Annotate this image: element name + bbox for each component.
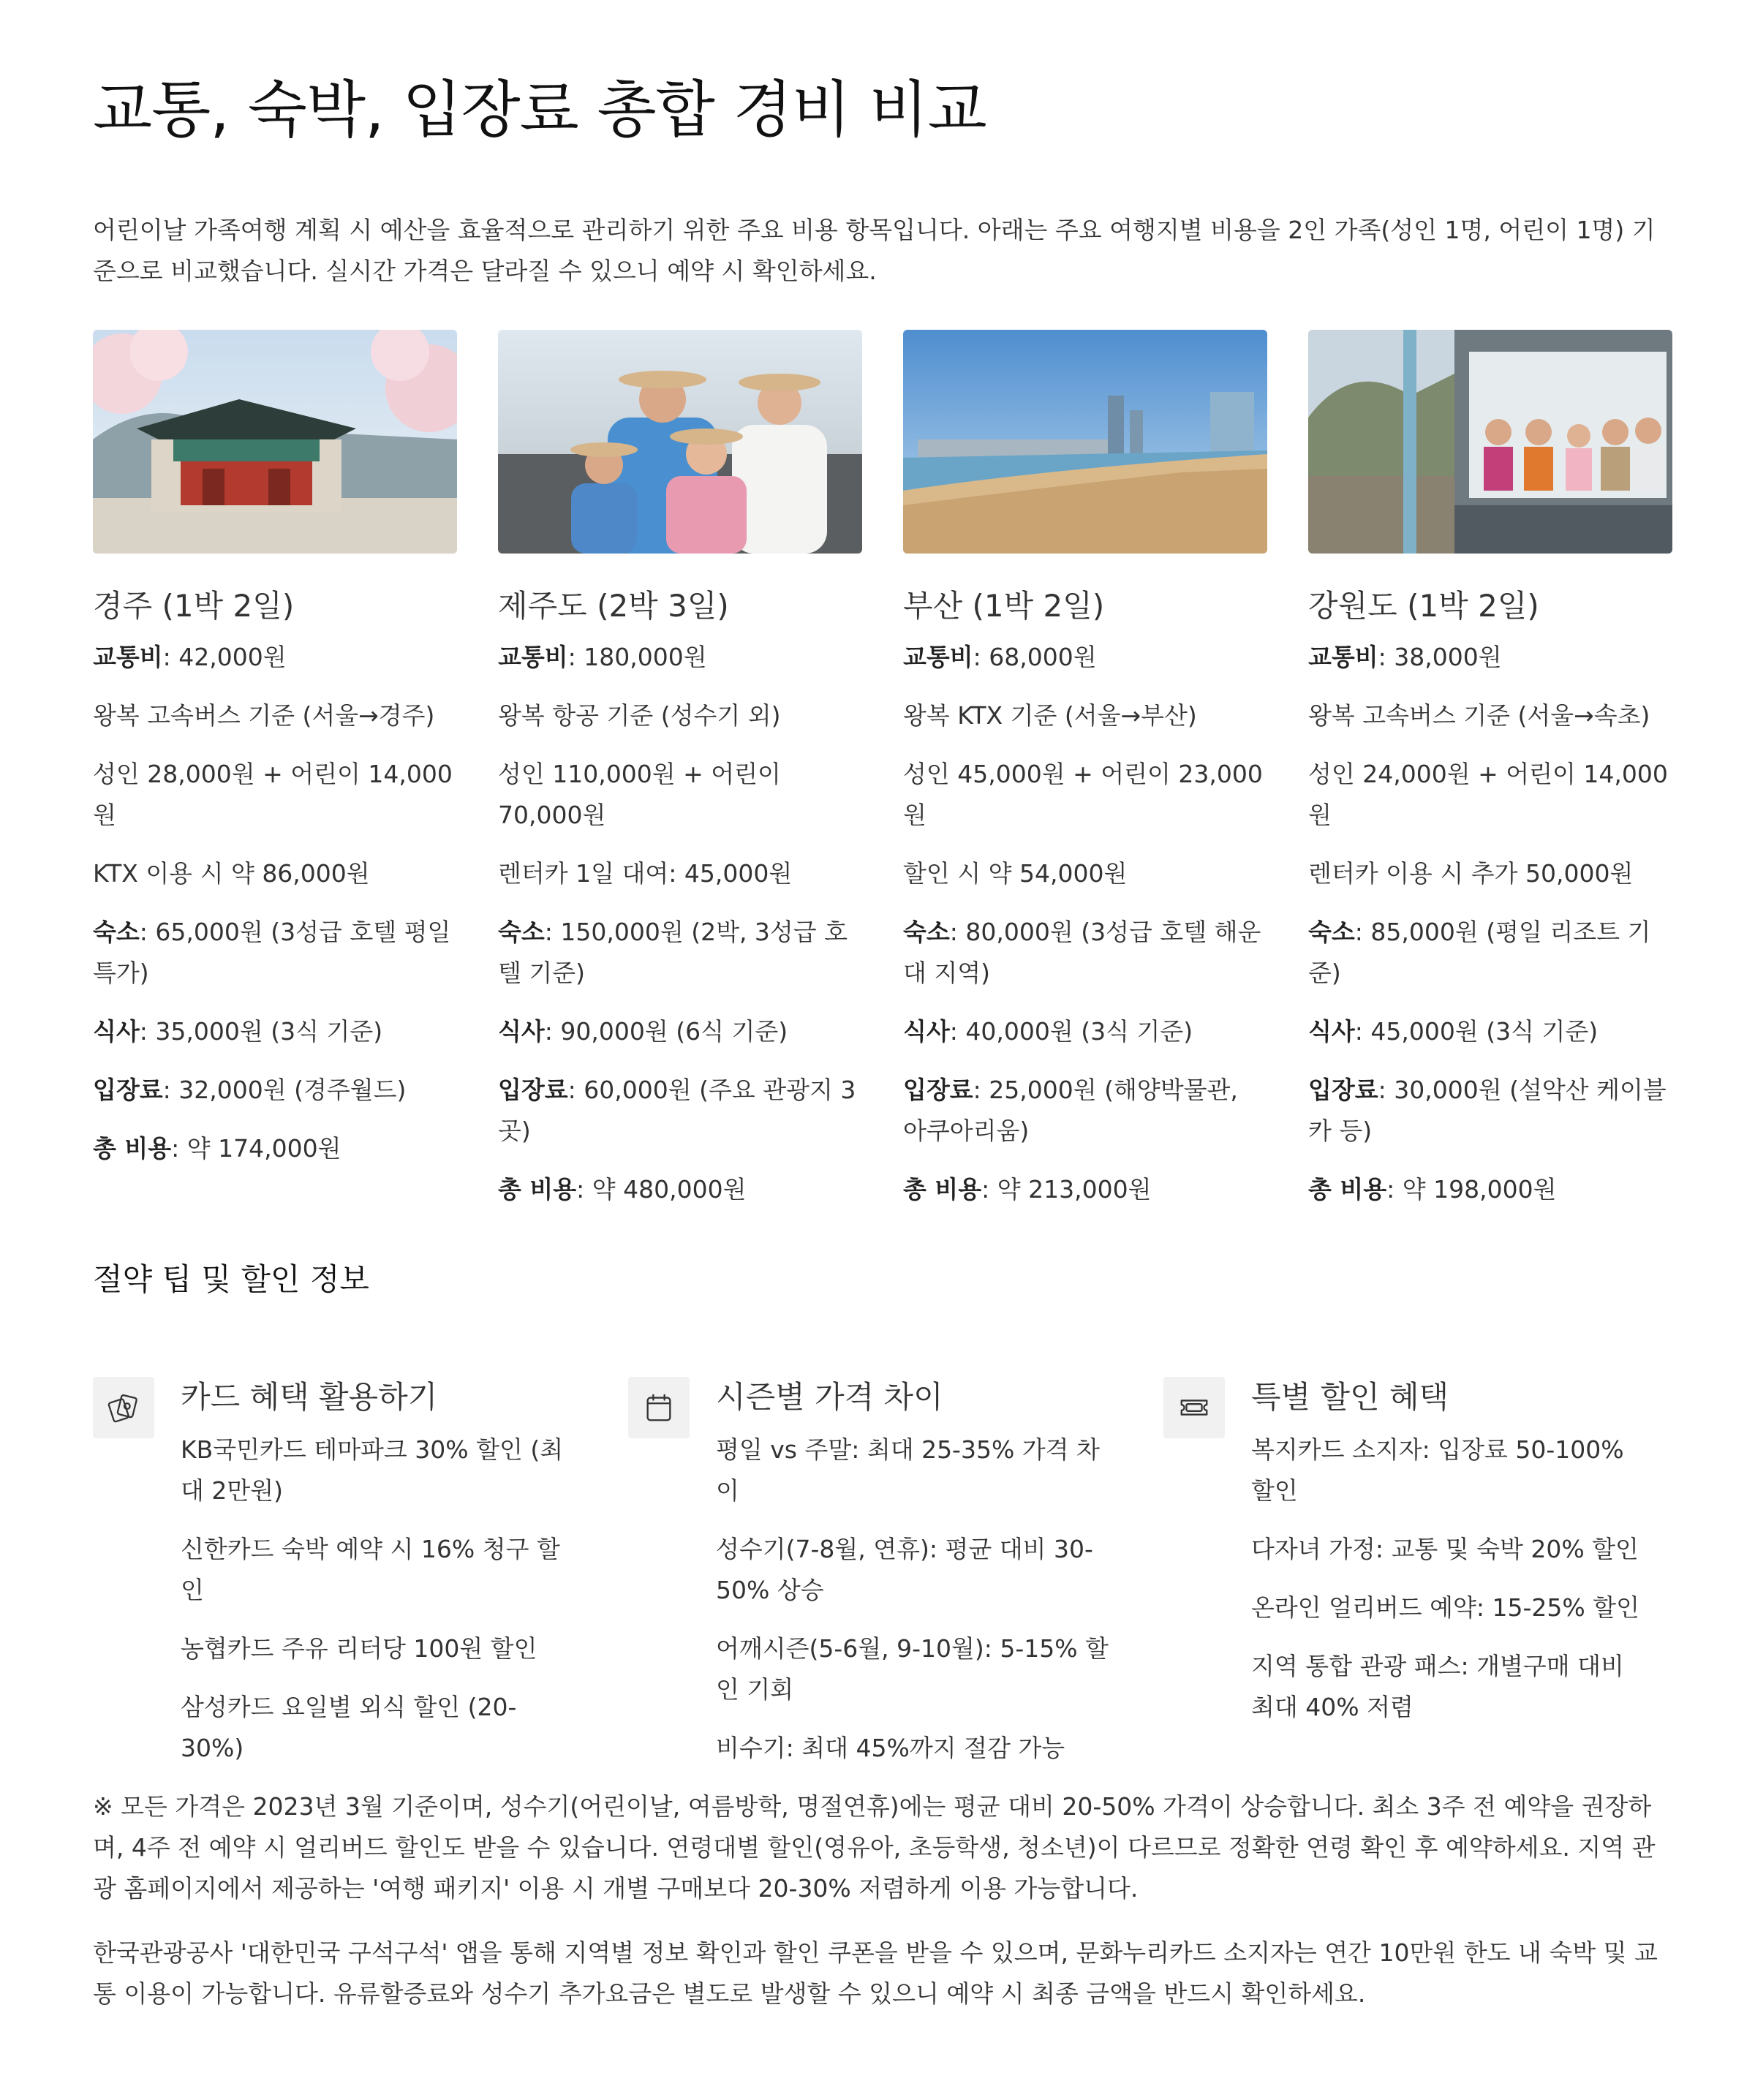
- transport-detail: 왕복 KTX 기준 (서울→부산): [903, 700, 1197, 730]
- meal-cost: 식사: 90,000원 (6식 기준): [498, 1016, 788, 1046]
- total-cost: 총 비용: 약 174,000원: [93, 1133, 341, 1163]
- total-cost: 총 비용: 약 480,000원: [498, 1174, 747, 1204]
- tip-item: 평일 vs 주말: 최대 25-35% 가격 차이: [716, 1435, 1100, 1505]
- tip-title: 특별 할인 혜택: [1251, 1378, 1449, 1415]
- transport-detail: 렌터카 이용 시 추가 50,000원: [1308, 858, 1634, 888]
- destination-title: 강원도 (1박 2일): [1308, 587, 1539, 624]
- transport-cost: 교통비: 42,000원: [93, 642, 287, 671]
- tip-item: 신한카드 숙박 예약 시 16% 청구 할인: [181, 1534, 560, 1604]
- total-cost: 총 비용: 약 198,000원: [1308, 1174, 1557, 1204]
- transport-detail: 왕복 항공 기준 (성수기 외): [498, 700, 781, 730]
- transport-detail: 성인 28,000원 + 어린이 14,000원: [93, 759, 453, 829]
- tip-item: 삼성카드 요일별 외식 할인 (20-30%): [181, 1692, 517, 1762]
- cards-icon: [93, 1377, 154, 1438]
- transport-cost: 교통비: 68,000원: [903, 642, 1097, 671]
- destination-title: 경주 (1박 2일): [93, 587, 295, 624]
- transport-cost: 교통비: 38,000원: [1308, 642, 1502, 671]
- transport-detail: 왕복 고속버스 기준 (서울→경주): [93, 700, 435, 730]
- admission-cost: 입장료: 32,000원 (경주월드): [93, 1075, 407, 1104]
- admission-cost: 입장료: 60,000원 (주요 관광지 3곳): [498, 1075, 856, 1145]
- lodging-cost: 숙소: 150,000원 (2박, 3성급 호텔 기준): [498, 917, 848, 987]
- tip-item: 다자녀 가정: 교통 및 숙박 20% 할인: [1251, 1534, 1639, 1563]
- tip-item: 농협카드 주유 리터당 100원 할인: [181, 1633, 537, 1663]
- tip-item: 비수기: 최대 45%까지 절감 가능: [716, 1733, 1065, 1762]
- destination-card-jeju: [498, 330, 862, 1228]
- destination-title: 부산 (1박 2일): [903, 587, 1105, 624]
- tip-special-discounts: [1163, 1377, 1649, 1786]
- transport-detail: 왕복 고속버스 기준 (서울→속초): [1308, 700, 1650, 730]
- tips-section-title: 절약 팁 및 할인 정보: [93, 1261, 369, 1297]
- calendar-icon: [628, 1377, 690, 1438]
- page-title: 교통, 숙박, 입장료 총합 경비 비교: [93, 74, 986, 146]
- tip-item: 어깨시즌(5-6월, 9-10월): 5-15% 할인 기회: [716, 1633, 1109, 1704]
- app-note: 한국관광공사 '대한민국 구석구석' 앱을 통해 지역별 정보 확인과 할인 쿠폰을 받을 수 있으며, 문화누리카드 소지자는 연간 10만원 한도 내 숙박 및 교통 이용이 가능합니다. 유류할증료와 성수기 추가요금은 별도로 발생할 수 있으니 예약 시 최종 금액을 반드시 확인하세요.: [93, 1938, 1658, 2008]
- transport-detail: 할인 시 약 54,000원: [903, 858, 1128, 888]
- lodging-cost: 숙소: 65,000원 (3성급 호텔 평일 특가): [93, 917, 451, 987]
- tips-section: [93, 1377, 1662, 1786]
- jeju-family-image: [498, 330, 862, 554]
- lodging-cost: 숙소: 80,000원 (3성급 호텔 해운대 지역): [903, 917, 1261, 987]
- tip-item: 성수기(7-8월, 연휴): 평균 대비 30-50% 상승: [716, 1534, 1093, 1604]
- tip-seasonal-prices: [628, 1377, 1114, 1786]
- transport-detail: 성인 24,000원 + 어린이 14,000원: [1308, 759, 1668, 829]
- destination-cards: [93, 330, 1668, 1228]
- intro-paragraph: 어린이날 가족여행 계획 시 예산을 효율적으로 관리하기 위한 주요 비용 항목입니다. 아래는 주요 여행지별 비용을 2인 가족(성인 1명, 어린이 1명) 기준으로 비교했습니다. 실시간 가격은 달라질 수 있으니 예약 시 확인하세요.: [93, 215, 1656, 285]
- transport-cost: 교통비: 180,000원: [498, 642, 707, 671]
- transport-detail: 성인 45,000원 + 어린이 23,000원: [903, 759, 1263, 829]
- lodging-cost: 숙소: 85,000원 (평일 리조트 기준): [1308, 917, 1651, 987]
- meal-cost: 식사: 35,000원 (3식 기준): [93, 1016, 383, 1046]
- tip-item: 복지카드 소지자: 입장료 50-100% 할인: [1251, 1435, 1624, 1505]
- tip-item: 지역 통합 관광 패스: 개별구매 대비 최대 40% 저렴: [1251, 1651, 1624, 1721]
- meal-cost: 식사: 45,000원 (3식 기준): [1308, 1016, 1599, 1046]
- gangwon-cablecar-image: [1308, 330, 1672, 554]
- destination-title: 제주도 (2박 3일): [498, 587, 729, 624]
- price-note: ※ 모든 가격은 2023년 3월 기준이며, 성수기(어린이날, 여름방학, 명절연휴)에는 평균 대비 20-50% 가격이 상승합니다. 최소 3주 전 예약을 권장하며, 4주 전 예약 시 얼리버드 할인도 받을 수 있습니다. 연령대별 할인(영유아, 초등학생, 청소년)이 다르므로 정확한 연령 확인 후 예약하세요. 지역 관광 홈페이지에서 제공하는 '여행 패키지' 이용 시 개별 구매보다 20-30% 저렴하게 이용 가능합니다.: [93, 1791, 1656, 1903]
- transport-detail: KTX 이용 시 약 86,000원: [93, 858, 370, 888]
- tip-title: 카드 혜택 활용하기: [181, 1378, 438, 1415]
- destination-card-busan: [903, 330, 1267, 1228]
- admission-cost: 입장료: 25,000원 (해양박물관, 아쿠아리움): [903, 1075, 1238, 1145]
- tip-item: 온라인 얼리버드 예약: 15-25% 할인: [1251, 1593, 1639, 1622]
- busan-beach-image: [903, 330, 1267, 554]
- admission-cost: 입장료: 30,000원 (설악산 케이블카 등): [1308, 1075, 1667, 1145]
- gyeongju-palace-image: [93, 330, 457, 554]
- tip-card-benefits: [93, 1377, 578, 1786]
- total-cost: 총 비용: 약 213,000원: [903, 1174, 1152, 1204]
- ticket-icon: [1163, 1377, 1225, 1438]
- destination-card-gyeongju: [93, 330, 457, 1228]
- meal-cost: 식사: 40,000원 (3식 기준): [903, 1016, 1193, 1046]
- tip-title: 시즌별 가격 차이: [716, 1378, 943, 1415]
- destination-card-gangwon: [1308, 330, 1672, 1228]
- transport-detail: 렌터카 1일 대여: 45,000원: [498, 858, 793, 888]
- tip-item: KB국민카드 테마파크 30% 할인 (최대 2만원): [181, 1435, 564, 1505]
- transport-detail: 성인 110,000원 + 어린이 70,000원: [498, 759, 781, 829]
